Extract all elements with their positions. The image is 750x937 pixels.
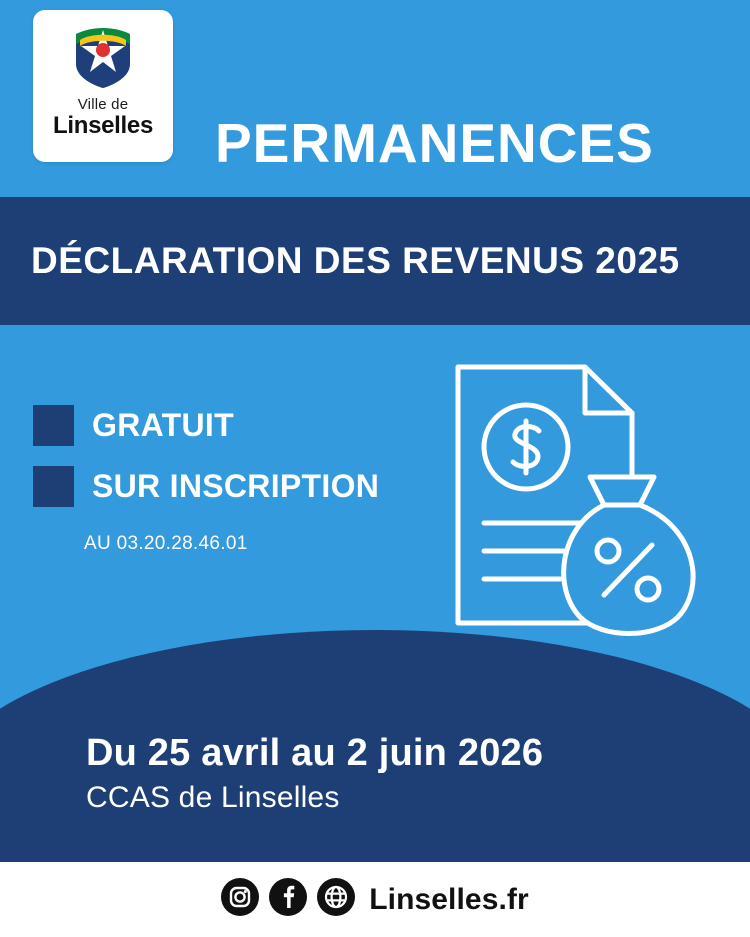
logo-line-2: Linselles — [52, 112, 153, 139]
subtitle-band — [0, 197, 750, 325]
bullet-list — [33, 405, 380, 554]
globe-icon[interactable] — [317, 878, 355, 921]
bullet-square-icon — [33, 466, 74, 507]
page-title: PERMANENCES — [215, 112, 654, 174]
social-icons — [221, 878, 355, 921]
tax-document-money-bag-icon — [440, 355, 710, 655]
list-item — [33, 405, 379, 446]
facebook-icon[interactable] — [269, 878, 307, 921]
subtitle-text: DÉCLARATION DES REVENUS 2025 — [31, 240, 680, 281]
dates-title: Du 25 avril au 2 juin 2026 — [86, 732, 544, 774]
website-label[interactable]: Linselles.fr — [369, 882, 529, 916]
dates-location: CCAS de Linselles — [86, 780, 340, 814]
bullet-square-icon — [33, 405, 74, 446]
linselles-crest-icon — [70, 24, 136, 90]
dates-block — [86, 733, 543, 815]
phone-number-text: AU 03.20.28.46.01 — [84, 533, 248, 554]
list-item — [33, 466, 379, 507]
instagram-icon[interactable] — [221, 878, 259, 921]
footer — [0, 862, 750, 937]
logo-line-1: Ville de — [77, 96, 129, 113]
bullet-label: GRATUIT — [92, 407, 234, 443]
bullet-label: SUR INSCRIPTION — [92, 468, 380, 504]
city-logo-card — [33, 10, 173, 162]
